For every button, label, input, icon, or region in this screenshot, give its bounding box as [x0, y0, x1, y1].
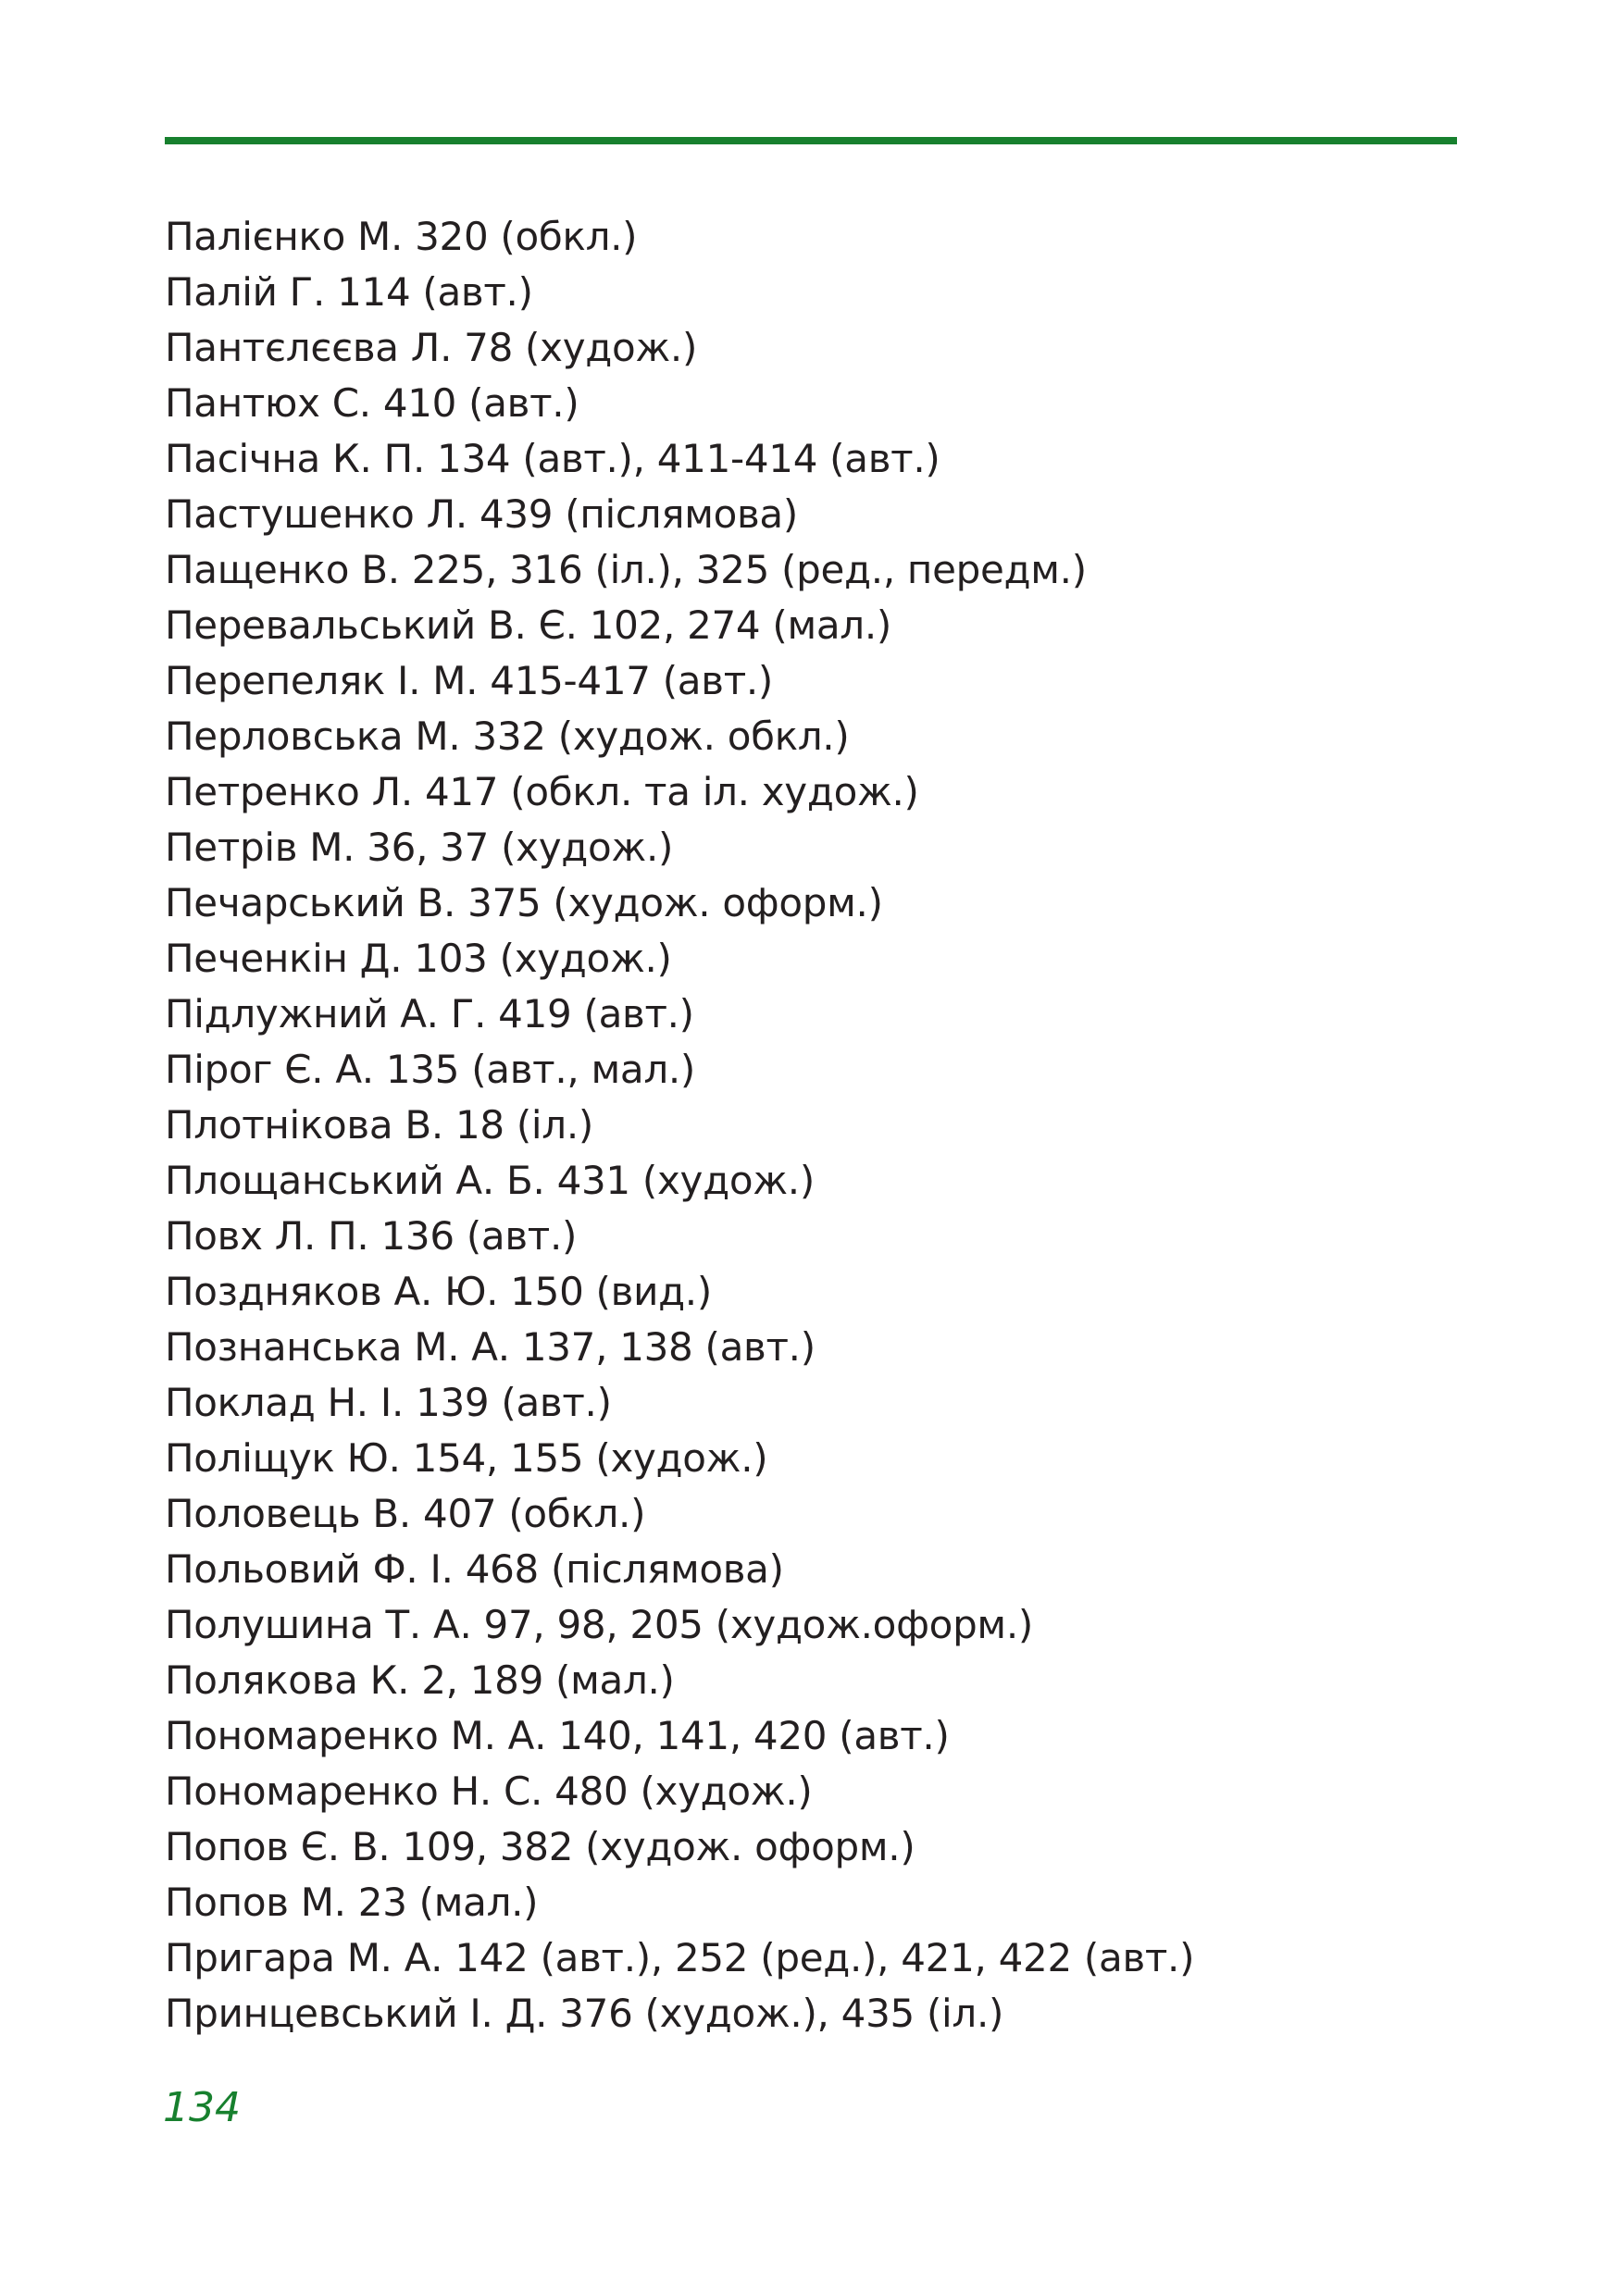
- index-entry: Попов Є. В. 109, 382 (худож. оформ.): [165, 1824, 915, 1869]
- index-entry: Пірог Є. А. 135 (авт., мал.): [165, 1047, 695, 1092]
- index-entry: Поздняков А. Ю. 150 (вид.): [165, 1269, 712, 1314]
- index-entry: Попов М. 23 (мал.): [165, 1880, 539, 1925]
- index-entry: Печенкін Д. 103 (худож.): [165, 936, 672, 981]
- index-entry: Петрів М. 36, 37 (худож.): [165, 825, 674, 870]
- header-rule: [165, 137, 1457, 144]
- index-entry: Принцевський І. Д. 376 (худож.), 435 (іл.): [165, 1991, 1004, 2036]
- index-entry: Палій Г. 114 (авт.): [165, 269, 533, 315]
- index-entry: Повх Л. П. 136 (авт.): [165, 1213, 578, 1259]
- index-entry: Полякова К. 2, 189 (мал.): [165, 1657, 675, 1703]
- index-entry: Пономаренко М. А. 140, 141, 420 (авт.): [165, 1713, 950, 1758]
- index-entry: Підлужний А. Г. 419 (авт.): [165, 991, 694, 1036]
- index-entry: Полушина Т. А. 97, 98, 205 (худож.оформ.): [165, 1602, 1033, 1647]
- index-entry: Перевальський В. Є. 102, 274 (мал.): [165, 602, 891, 648]
- index-entry: Половець В. 407 (обкл.): [165, 1491, 646, 1536]
- index-entry: Поклад Н. І. 139 (авт.): [165, 1380, 612, 1425]
- index-entry: Пантюх С. 410 (авт.): [165, 380, 579, 426]
- name-index-list: [165, 209, 1194, 2042]
- index-entry: Познанська М. А. 137, 138 (авт.): [165, 1324, 816, 1370]
- index-entry: Пантєлєєва Л. 78 (худож.): [165, 325, 698, 370]
- index-entry: Поліщук Ю. 154, 155 (худож.): [165, 1435, 768, 1481]
- index-entry: Перепеляк І. М. 415-417 (авт.): [165, 658, 773, 703]
- index-entry: Пастушенко Л. 439 (післямова): [165, 491, 798, 537]
- index-entry: Пасічна К. П. 134 (авт.), 411-414 (авт.): [165, 436, 940, 481]
- index-entry: Плотнікова В. 18 (іл.): [165, 1102, 593, 1148]
- index-entry: Польовий Ф. І. 468 (післямова): [165, 1546, 784, 1592]
- index-entry: Пащенко В. 225, 316 (іл.), 325 (ред., передм.): [165, 547, 1087, 592]
- index-entry: Пономаренко Н. С. 480 (худож.): [165, 1769, 813, 1814]
- index-entry: Палієнко М. 320 (обкл.): [165, 214, 638, 259]
- index-entry: Петренко Л. 417 (обкл. та іл. худож.): [165, 769, 919, 814]
- index-entry: Пригара М. А. 142 (авт.), 252 (ред.), 421, 422 (авт.): [165, 1935, 1195, 1980]
- index-entry: Перловська М. 332 (худож. обкл.): [165, 714, 850, 759]
- index-entry: Печарський В. 375 (худож. оформ.): [165, 880, 883, 925]
- index-entry: Площанський А. Б. 431 (худож.): [165, 1158, 815, 1203]
- page-number: 134: [163, 2084, 241, 2131]
